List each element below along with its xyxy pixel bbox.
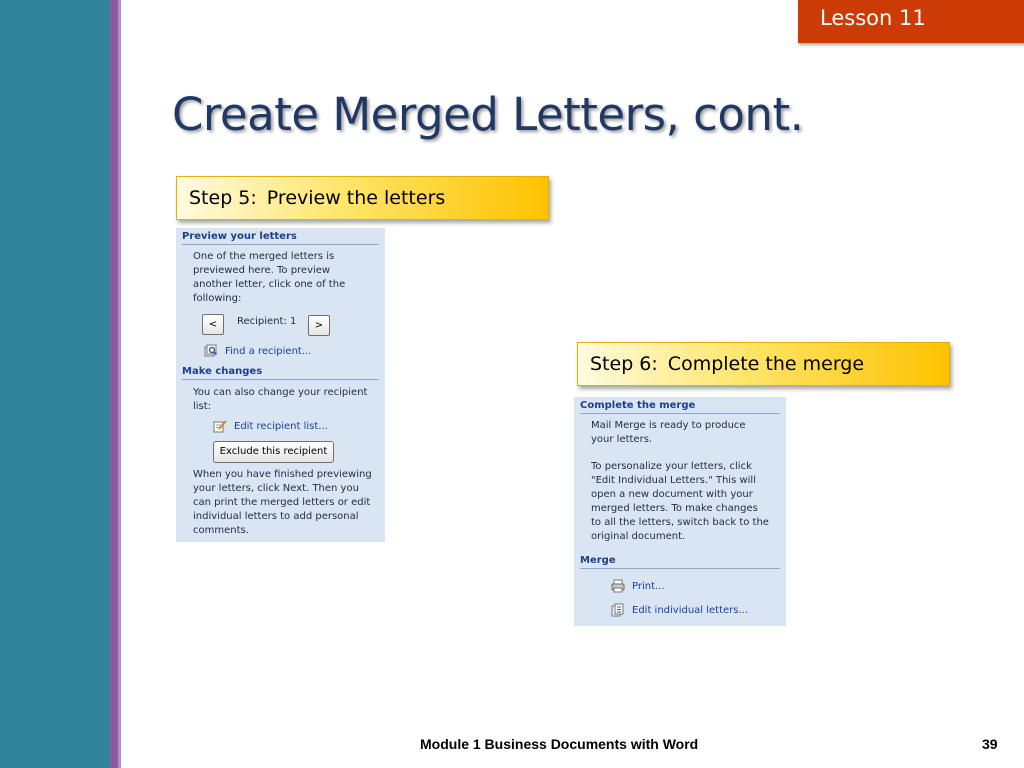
exclude-recipient-button[interactable]: Exclude this recipient [213, 441, 334, 463]
lesson-tab: Lesson 11 [798, 0, 1024, 43]
make-changes-heading: Make changes [182, 366, 379, 380]
edit-list-icon [213, 419, 227, 433]
previous-recipient-button[interactable]: < [202, 314, 224, 335]
printer-icon [611, 579, 625, 593]
edit-recipient-list-text: Edit recipient list... [234, 420, 328, 432]
sidebar-stripe [110, 0, 121, 768]
complete-heading: Complete the merge [580, 400, 780, 414]
edit-individual-letters-link[interactable] [611, 603, 748, 617]
merge-ready-text: Mail Merge is ready to produce your letters. [591, 420, 746, 445]
recipient-number-label: Recipient: 1 [237, 316, 297, 327]
next-recipient-button[interactable]: > [308, 315, 330, 336]
page-number: 39 [982, 736, 998, 752]
personalize-text: To personalize your letters, click "Edit Individual Letters." This will open a new document with your merged letters. To make changes to all the letters, switch back to the original document. [591, 461, 769, 542]
finish-preview-text: When you have finished previewing your letters, click Next. Then you can print the merged letters or edit individual letters to add personal comments. [193, 469, 372, 536]
left-sidebar-band [0, 0, 110, 768]
print-link[interactable] [611, 579, 665, 593]
slide-title: Create Merged Letters, cont. [172, 88, 804, 141]
footer-module-text: Module 1 Business Documents with Word [420, 736, 699, 752]
find-recipient-link[interactable] [204, 344, 311, 358]
find-recipient-icon [204, 344, 218, 358]
step-5-callout [176, 176, 549, 220]
step-5-text: Preview the letters [266, 187, 446, 209]
step-6-number: Step 6: [590, 353, 658, 375]
preview-letters-pane [176, 228, 385, 542]
preview-intro: One of the merged letters is previewed here. To preview another letter, click one of the following: [193, 251, 346, 304]
merge-heading: Merge [580, 555, 780, 569]
edit-individual-letters-text: Edit individual letters... [632, 604, 749, 616]
print-text: Print... [632, 580, 665, 592]
find-recipient-text: Find a recipient... [225, 345, 312, 357]
step-6-text: Complete the merge [667, 353, 865, 375]
complete-merge-pane [574, 397, 786, 626]
step-5-number: Step 5: [189, 187, 257, 209]
edit-recipient-list-link[interactable] [213, 419, 328, 433]
preview-heading: Preview your letters [182, 231, 379, 245]
step-6-callout [577, 342, 950, 386]
make-changes-text: You can also change your recipient list: [193, 387, 368, 412]
edit-letters-icon [611, 603, 625, 617]
